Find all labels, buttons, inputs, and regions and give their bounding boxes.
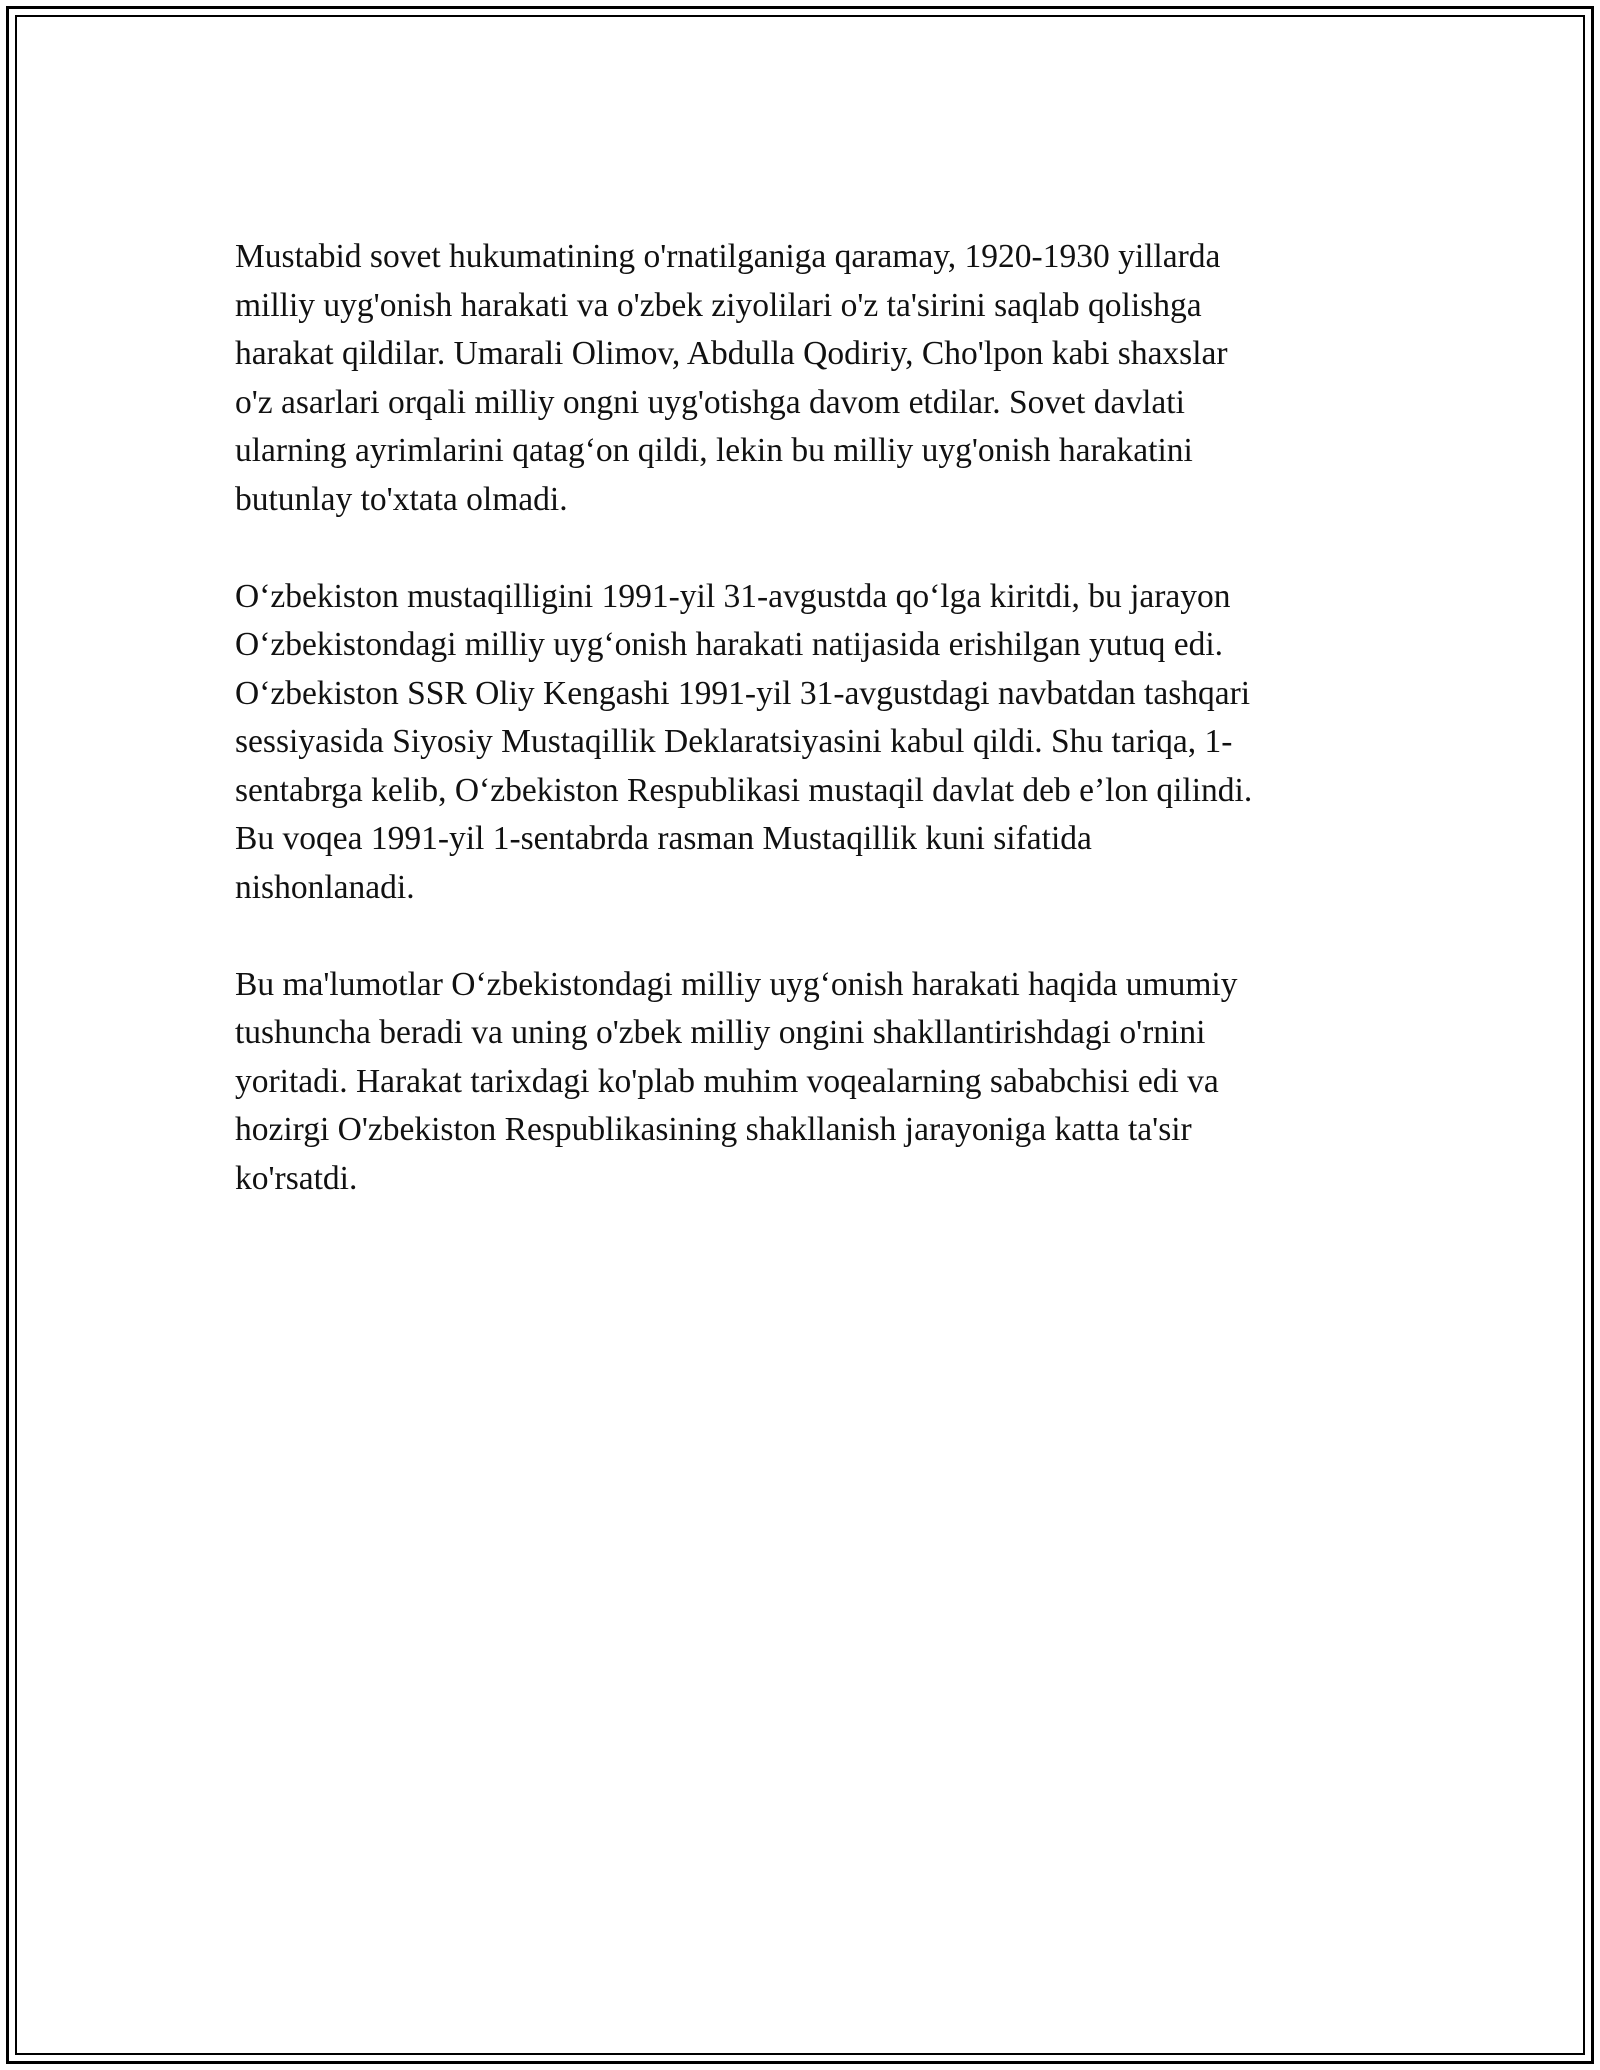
paragraph-line: sessiyasida Siyosiy Mustaqillik Deklaratsiyasini kabul qildi. Shu tariqa, 1-: [235, 723, 1233, 760]
paragraph-line: milliy uyg'onish harakati va o'zbek ziyolilari o'z ta'sirini saqlab qolishga: [235, 286, 1202, 324]
paragraph-line: Mustabid sovet hukumatining o'rnatilganiga qaramay, 1920-1930 yillarda: [235, 238, 1221, 275]
paragraph-line: sentabrga kelib, O‘zbekiston Respublikasi mustaqil davlat deb e’lon qilindi.: [235, 771, 1253, 809]
document-body: [235, 233, 1365, 1252]
paragraph-line: O‘zbekiston mustaqilligini 1991-yil 31-avgustda qo‘lga kiritdi, bu jarayon: [235, 577, 1231, 615]
paragraph-line: yoritadi. Harakat tarixdagi ko'plab muhim voqealarning sababchisi edi va: [235, 1062, 1219, 1100]
paragraph-3: [235, 961, 1365, 1204]
paragraph-line: Bu ma'lumotlar O‘zbekistondagi milliy uyg‘onish harakati haqida umumiy: [235, 965, 1238, 1003]
paragraph-line: tushuncha beradi va uning o'zbek milliy ongini shakllantirishdagi o'rnini: [235, 1014, 1206, 1051]
paragraph-line: O‘zbekiston SSR Oliy Kengashi 1991-yil 31-avgustdagi navbatdan tashqari: [235, 674, 1251, 712]
paragraph-line: harakat qildilar. Umarali Olimov, Abdulla Qodiriy, Cho'lpon kabi shaxslar: [235, 335, 1228, 372]
paragraph-line: hozirgi O'zbekiston Respublikasining shakllanish jarayoniga katta ta'sir: [235, 1111, 1192, 1148]
paragraph-line: O‘zbekistondagi milliy uyg‘onish harakati natijasida erishilgan yutuq edi.: [235, 626, 1224, 663]
paragraph-line: ko'rsatdi.: [235, 1159, 358, 1197]
paragraph-line: o'z asarlari orqali milliy ongni uyg'otishga davom etdilar. Sovet davlati: [235, 383, 1185, 421]
paragraph-line: ularning ayrimlarini qatag‘on qildi, lekin bu milliy uyg'onish harakatini: [235, 432, 1193, 469]
paragraph-line: butunlay to'xtata olmadi.: [235, 480, 568, 518]
paragraph-line: nishonlanadi.: [235, 868, 415, 906]
paragraph-line: Bu voqea 1991-yil 1-sentabrda rasman Mustaqillik kuni sifatida: [235, 820, 1092, 857]
paragraph-2: [235, 573, 1365, 913]
paragraph-1: [235, 233, 1365, 524]
